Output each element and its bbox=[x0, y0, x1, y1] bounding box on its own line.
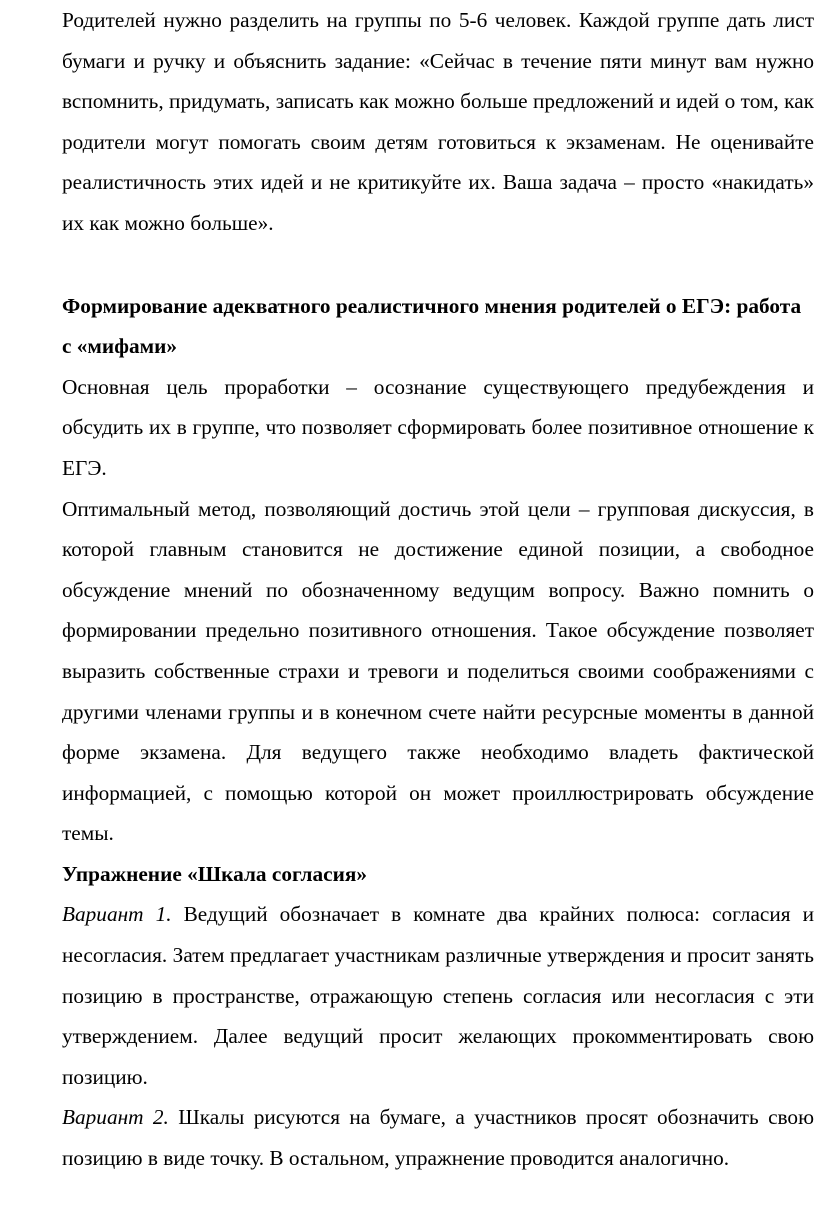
exercise-heading: Упражнение «Шкала согласия» bbox=[62, 861, 368, 886]
myths-section-heading: Формирование адекватного реалистичного мнения родителей о ЕГЭ: работа с «мифами» bbox=[62, 293, 802, 359]
section-spacer bbox=[62, 244, 814, 286]
myths-goal-paragraph: Основная цель проработки – осознание существующего предубеждения и обсудить их в группе, что позволяет сформировать более позитивное отношение к ЕГЭ. bbox=[62, 374, 814, 480]
variant-2-label: Вариант 2. bbox=[62, 1105, 169, 1130]
variant-2-paragraph bbox=[62, 1097, 814, 1178]
variant-1-text: Ведущий обозначает в комнате два крайних полюса: согласия и несогласия. Затем предлагает участникам различные утверждения и просит занять позицию в пространстве, отражающую степень согласия или несогласия с эти утверждением. Далее ведущий просит желающих прокомментировать свою позицию. bbox=[62, 902, 814, 1089]
document-page bbox=[62, 0, 814, 1179]
variant-1-paragraph bbox=[62, 894, 814, 1097]
variant-2-text: Шкалы рисуются на бумаге, а участников просят обозначить свою позицию в виде точку. В остальном, упражнение проводится аналогично. bbox=[62, 1105, 814, 1171]
myths-method-paragraph: Оптимальный метод, позволяющий достичь этой цели – групповая дискуссия, в которой главным становится не достижение единой позиции, а свободное обсуждение мнений по обозначенному ведущим вопросу. Важно помнить о формировании предельно позитивного отношения. Такое обсуждение позволяет выразить собственные страхи и тревоги и поделиться своими соображениями с другими членами группы и в конечном счете найти ресурсные моменты в данной форме экзамена. Для ведущего также необходимо владеть фактической информацией, с помощью которой он может проиллюстрировать обсуждение темы. bbox=[62, 496, 814, 846]
intro-paragraph: Родителей нужно разделить на группы по 5-6 человек. Каждой группе дать лист бумаги и ручку и объяснить задание: «Сейчас в течение пяти минут вам нужно вспомнить, придумать, записать как можно больше предложений и идей о том, как родители могут помогать своим детям готовиться к экзаменам. Не оценивайте реалистичность этих идей и не критикуйте их. Ваша задача – просто «накидать» их как можно больше». bbox=[62, 8, 814, 235]
variant-1-label: Вариант 1. bbox=[62, 902, 172, 927]
